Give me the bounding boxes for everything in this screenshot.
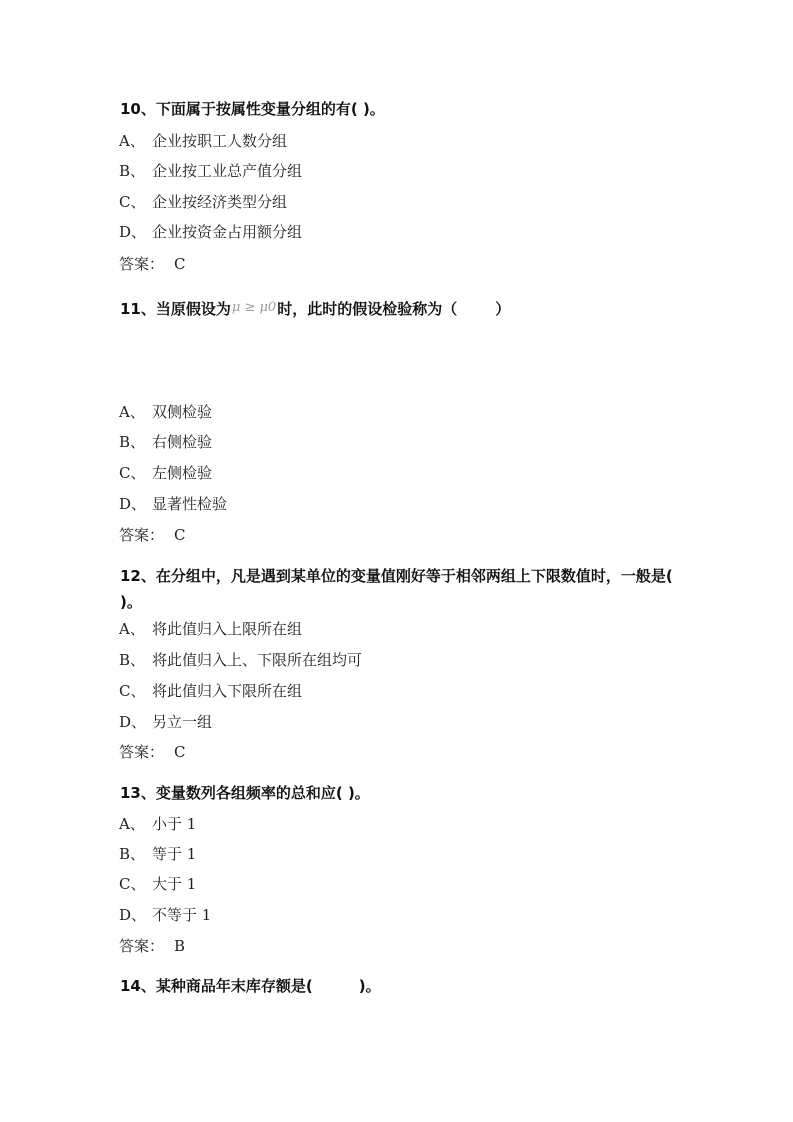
question-11-option-b <box>119 432 212 452</box>
option-text: 将此值归入上限所在组 <box>152 620 303 638</box>
option-letter: C、 <box>119 875 146 893</box>
option-letter: B、 <box>119 433 146 451</box>
option-letter: D、 <box>119 906 147 924</box>
option-letter: B、 <box>119 162 146 180</box>
question-11-title-end: ） <box>495 300 511 318</box>
option-letter: C、 <box>119 464 146 482</box>
option-text: 另立一组 <box>152 713 213 731</box>
question-10-option-b <box>119 161 302 181</box>
option-letter: D、 <box>119 223 147 241</box>
question-12-option-b <box>119 650 362 670</box>
answer-value: C <box>174 743 186 761</box>
question-11-option-a <box>119 402 212 422</box>
question-12-option-d <box>119 712 212 732</box>
option-text: 将此值归入上、下限所在组均可 <box>152 651 363 669</box>
option-text: 显著性检验 <box>152 495 228 513</box>
question-13-option-d <box>119 905 211 925</box>
answer-label: 答案： <box>119 255 165 273</box>
question-11-title-prefix: 11、当原假设为 <box>120 300 231 318</box>
question-10-option-d <box>119 222 302 242</box>
question-10-option-c <box>119 192 287 212</box>
option-letter: C、 <box>119 682 146 700</box>
option-text: 企业按职工人数分组 <box>152 132 288 150</box>
question-13-option-c <box>119 874 196 894</box>
question-11-option-c <box>119 463 212 483</box>
question-14-title-prefix: 14、某种商品年末库存额是( <box>120 977 313 995</box>
answer-label: 答案： <box>119 526 165 544</box>
answer-value: C <box>174 255 186 273</box>
question-10-answer <box>119 254 186 274</box>
answer-value: C <box>174 526 186 544</box>
option-text: 大于 1 <box>152 875 197 893</box>
option-text: 小于 1 <box>152 815 197 833</box>
option-letter: C、 <box>119 193 146 211</box>
option-letter: A、 <box>119 620 145 638</box>
option-letter: A、 <box>119 132 145 150</box>
question-11-option-d <box>119 494 227 514</box>
option-text: 不等于 1 <box>152 906 212 924</box>
answer-label: 答案： <box>119 937 165 955</box>
question-12-title: 12、在分组中，凡是遇到某单位的变量值刚好等于相邻两组上下限数值时，一般是( )。 <box>120 567 673 611</box>
option-letter: D、 <box>119 713 147 731</box>
question-12-option-a <box>119 619 302 639</box>
option-text: 右侧检验 <box>152 433 213 451</box>
formula-image: μ ≥ μ0 <box>231 300 277 315</box>
option-text: 左侧检验 <box>152 464 213 482</box>
question-12-option-c <box>119 681 302 701</box>
question-13-answer <box>119 936 185 956</box>
option-letter: A、 <box>119 403 145 421</box>
question-11-answer <box>119 525 186 545</box>
option-letter: D、 <box>119 495 147 513</box>
question-14-title-end: )。 <box>358 977 381 995</box>
option-letter: B、 <box>119 845 146 863</box>
question-13-option-a <box>119 814 196 834</box>
option-text: 将此值归入下限所在组 <box>152 682 303 700</box>
answer-label: 答案： <box>119 743 165 761</box>
option-text: 企业按资金占用额分组 <box>152 223 303 241</box>
option-letter: A、 <box>119 815 145 833</box>
option-text: 等于 1 <box>152 845 197 863</box>
option-letter: B、 <box>119 651 146 669</box>
question-10-title: 10、下面属于按属性变量分组的有( )。 <box>120 100 385 118</box>
answer-value: B <box>174 937 186 955</box>
option-text: 企业按工业总产值分组 <box>152 162 303 180</box>
option-text: 企业按经济类型分组 <box>152 193 288 211</box>
question-12-answer <box>119 742 186 762</box>
question-11-title <box>120 296 510 321</box>
question-11-title-suffix: 时，此时的假设检验称为（ <box>277 300 458 318</box>
question-13-option-b <box>119 844 196 864</box>
question-14-title <box>120 974 381 998</box>
option-text: 双侧检验 <box>152 403 213 421</box>
question-13-title: 13、变量数列各组频率的总和应( )。 <box>120 784 370 802</box>
question-10-option-a <box>119 131 287 151</box>
